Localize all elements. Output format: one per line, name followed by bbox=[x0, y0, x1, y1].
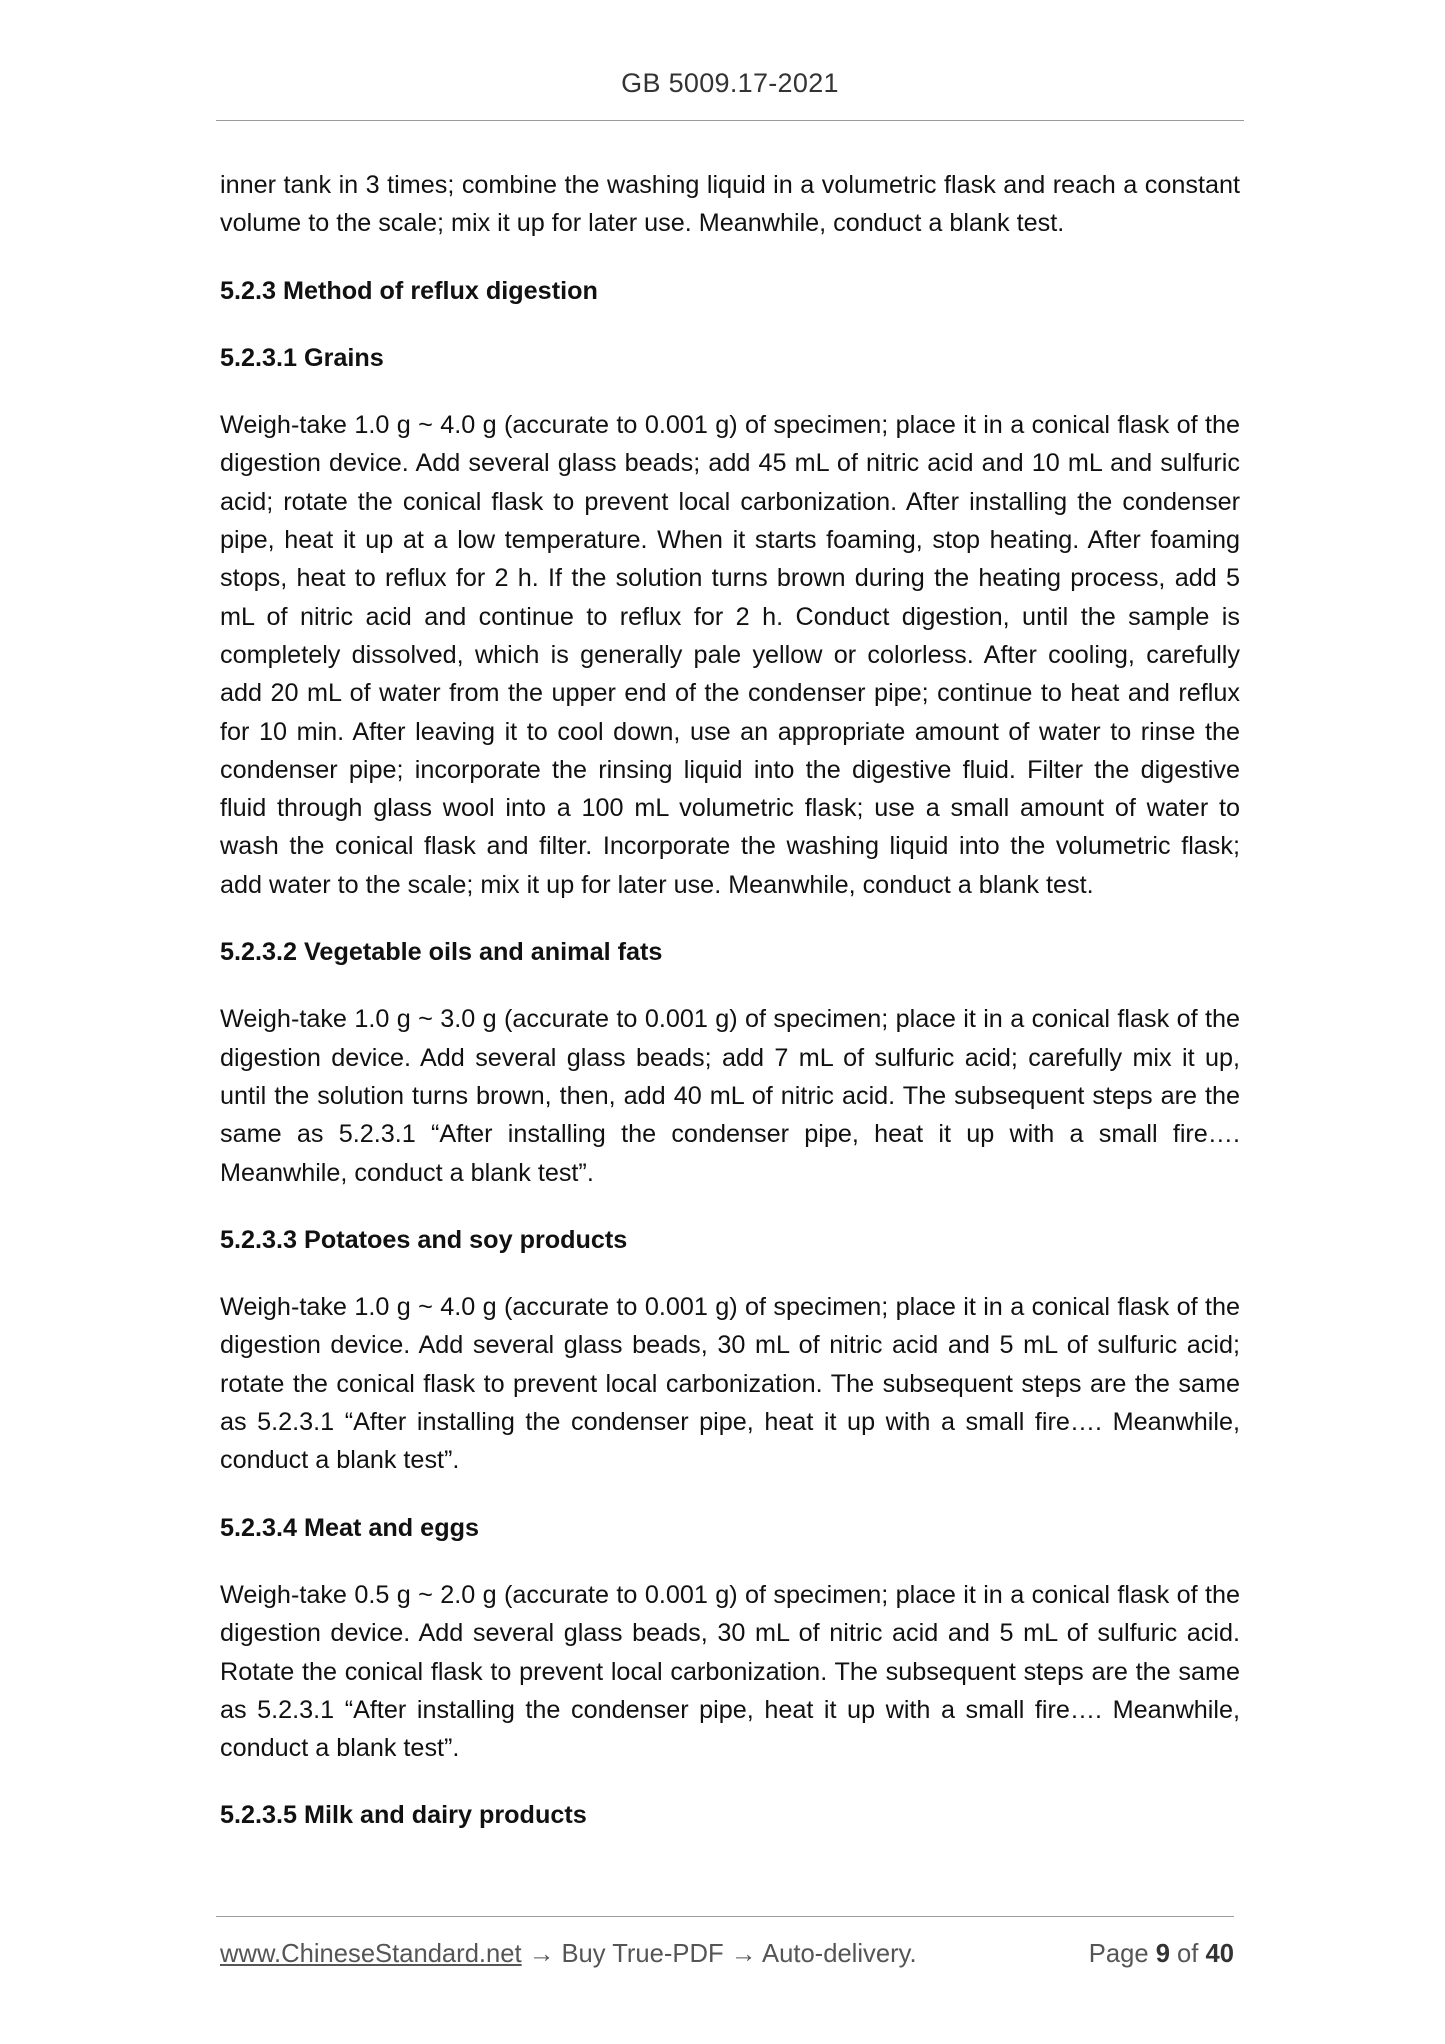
document-body bbox=[220, 166, 1240, 1864]
page-header-title: GB 5009.17-2021 bbox=[621, 68, 839, 98]
paragraph-grains: Weigh-take 1.0 g ~ 4.0 g (accurate to 0.001 g) of specimen; place it in a conical flask of the digestion device. Add several glass beads; add 45 mL of nitric acid and 10 mL and sulfuric acid; rotate the conical flask to prevent local carbonization. After installing the condenser pipe, heat it up at a low temperature. When it starts foaming, stop heating. After foaming stops, heat to reflux for 2 h. If the solution turns brown during the heating process, add 5 mL of nitric acid and continue to reflux for 2 h. Conduct digestion, until the sample is completely dissolved, which is generally pale yellow or colorless. After cooling, carefully add 20 mL of water from the upper end of the condenser pipe; continue to heat and reflux for 10 min. After leaving it to cool down, use an appropriate amount of water to rinse the condenser pipe; incorporate the rinsing liquid into the digestive fluid. Filter the digestive fluid through glass wool into a 100 mL volumetric flask; use a small amount of water to wash the conical flask and filter. Incorporate the washing liquid into the volumetric flask; add water to the scale; mix it up for later use. Meanwhile, conduct a blank test. bbox=[220, 411, 1240, 899]
section-heading-5-2-3-3: 5.2.3.3 Potatoes and soy products bbox=[220, 1225, 628, 1254]
footer-divider bbox=[216, 1916, 1234, 1917]
buy-true-pdf-text: Buy True-PDF bbox=[561, 1940, 724, 1968]
paragraph-continuation: inner tank in 3 times; combine the washing liquid in a volumetric flask and reach a constant volume to the scale; mix it up for later use. Meanwhile, conduct a blank test. bbox=[220, 171, 1240, 238]
total-pages: 40 bbox=[1205, 1940, 1234, 1968]
section-heading-5-2-3-2: 5.2.3.2 Vegetable oils and animal fats bbox=[220, 938, 663, 967]
page-label: Page bbox=[1088, 1940, 1149, 1968]
section-heading-5-2-3-4: 5.2.3.4 Meat and eggs bbox=[220, 1513, 479, 1542]
footer-promo bbox=[220, 1940, 917, 1969]
section-heading-5-2-3-1: 5.2.3.1 Grains bbox=[220, 343, 384, 372]
arrow-right-icon: → bbox=[528, 1940, 555, 1968]
arrow-right-icon: → bbox=[730, 1940, 757, 1968]
header-divider bbox=[216, 120, 1244, 121]
page-indicator bbox=[1089, 1940, 1234, 1969]
of-label: of bbox=[1177, 1940, 1199, 1968]
paragraph-meat-eggs: Weigh-take 0.5 g ~ 2.0 g (accurate to 0.001 g) of specimen; place it in a conical flask of the digestion device. Add several glass beads, 30 mL of nitric acid and 5 mL of sulfuric acid. Rotate the conical flask to prevent local carbonization. The subsequent steps are the same as 5.2.3.1 “After installing the condenser pipe, heat it up with a small fire…. Meanwhile, conduct a blank test”. bbox=[220, 1580, 1240, 1763]
paragraph-oils-fats: Weigh-take 1.0 g ~ 3.0 g (accurate to 0.001 g) of specimen; place it in a conical flask of the digestion device. Add several glass beads; add 7 mL of sulfuric acid; carefully mix it up, until the solution turns brown, then, add 40 mL of nitric acid. The subsequent steps are the same as 5.2.3.1 “After installing the condenser pipe, heat it up with a small fire…. Meanwhile, conduct a blank test”. bbox=[220, 1005, 1240, 1187]
paragraph-potatoes-soy: Weigh-take 1.0 g ~ 4.0 g (accurate to 0.001 g) of specimen; place it in a conical flask of the digestion device. Add several glass beads, 30 mL of nitric acid and 5 mL of sulfuric acid; rotate the conical flask to prevent local carbonization. The subsequent steps are the same as 5.2.3.1 “After installing the condenser pipe, heat it up with a small fire…. Meanwhile, conduct a blank test”. bbox=[220, 1293, 1240, 1475]
section-heading-5-2-3: 5.2.3 Method of reflux digestion bbox=[220, 276, 598, 305]
section-heading-5-2-3-5: 5.2.3.5 Milk and dairy products bbox=[220, 1801, 587, 1830]
auto-delivery-text: Auto-delivery. bbox=[762, 1940, 917, 1968]
website-link[interactable]: www.ChineseStandard.net bbox=[220, 1940, 522, 1968]
page-number: 9 bbox=[1155, 1940, 1170, 1968]
